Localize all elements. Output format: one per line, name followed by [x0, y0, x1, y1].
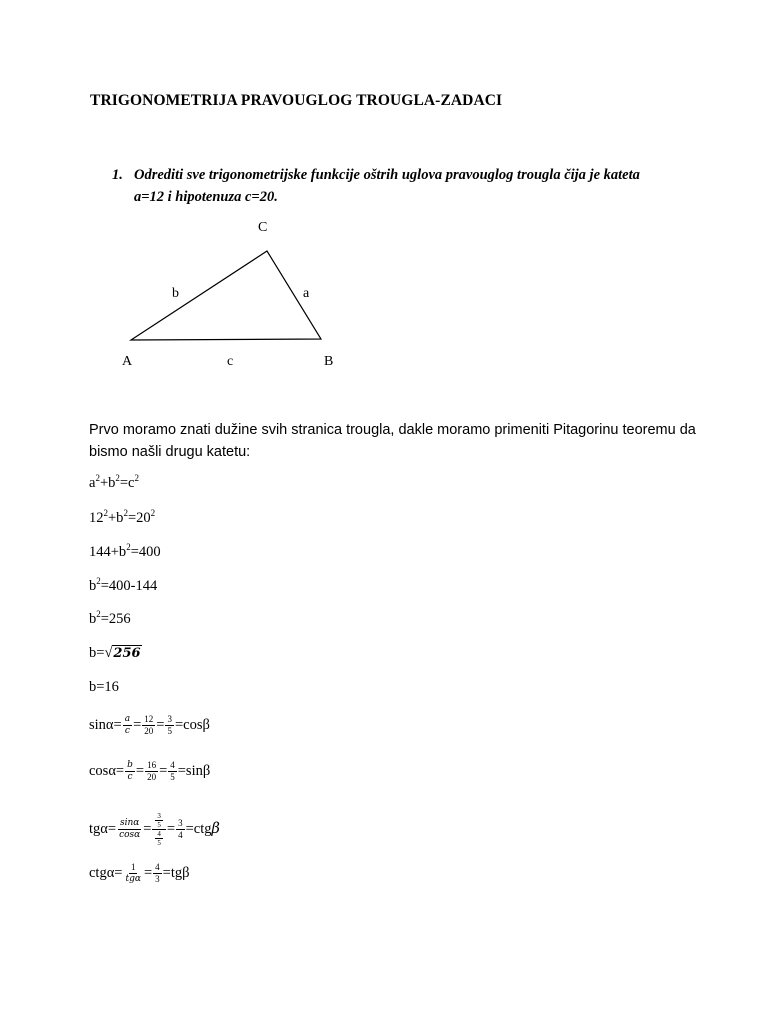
triangle-diagram	[0, 0, 768, 400]
equation-sqrt: b=√256	[89, 645, 141, 661]
equation-subtract: $b^2=400-144$	[89, 576, 158, 594]
side-b-label: b	[172, 286, 179, 301]
equation-result: b=16	[89, 679, 119, 695]
equation-cos: cosα= $\frac{b}{c}$ = $\frac{16}{20}$ = $\frac{4}{5}$ =sinβ	[89, 760, 211, 782]
paragraph-line2: bismo našli drugu katetu:	[89, 444, 251, 460]
equation-pythagoras: $a^2+b^2=c^2$	[89, 473, 139, 491]
equation-tg: tgα= $\frac{\sin\alpha}{\cos\alpha}$ = $\frac{\frac{3}{5}}{\frac{4}{5}}$ = $\frac{3}{4}$ =ctgβ	[89, 812, 220, 847]
equation-substitution: $12^2+b^2=20^2$	[89, 508, 156, 526]
task-number: 1.	[112, 167, 123, 183]
vertex-a-label: A	[122, 354, 133, 369]
equation-ctg: ctgα= $\frac{1}{\text{tgα}}$ = $\frac{4}{3}$ =tgβ	[89, 862, 190, 884]
triangle-shape	[131, 251, 321, 340]
vertex-b-label: B	[324, 354, 334, 369]
intro-paragraph	[89, 419, 696, 463]
sqrt-symbol: √256	[104, 645, 141, 661]
vertex-c-label: C	[258, 220, 268, 235]
side-a-label: a	[303, 286, 310, 301]
equation-b-squared: $b^2=256$	[89, 609, 131, 627]
equation-squares: $144+b^2=400$	[89, 542, 161, 560]
task-text-line1: Odrediti sve trigonometrijske funkcije oštrih uglova pravouglog trougla čija je kateta	[134, 167, 640, 183]
document-title: TRIGONOMETRIJA PRAVOUGLOG TROUGLA-ZADACI	[90, 92, 503, 109]
side-c-label: c	[227, 354, 234, 369]
equation-sin: sinα= $\frac{a}{c}$ = $\frac{12}{20}$ = $\frac{3}{5}$ =cosβ	[89, 714, 210, 736]
task-text-line2: a=12 i hipotenuza c=20.	[134, 189, 278, 205]
paragraph-line1: Prvo moramo znati dužine svih stranica trougla, dakle moramo primeniti Pitagorinu teoremu da	[89, 422, 696, 438]
